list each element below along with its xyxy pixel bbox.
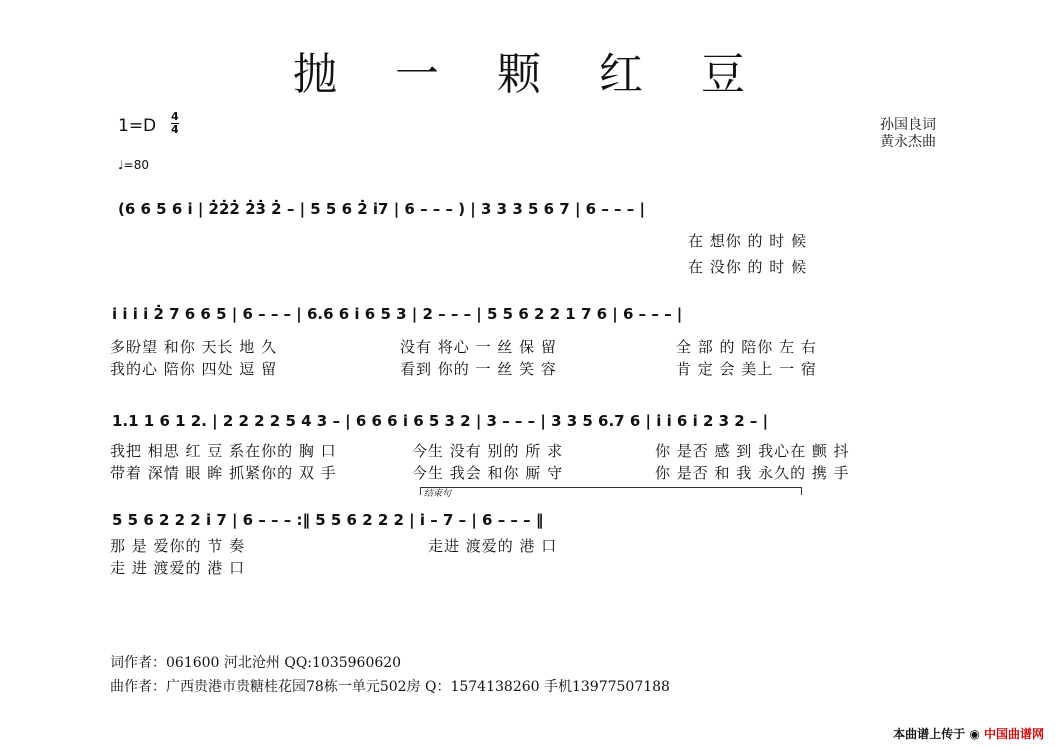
lyrics-line-4-verse-1a: 那 是 爱你的 节 奏 [110, 537, 246, 555]
lyrics-line-4-verse-2a: 走 进 渡爱的 港 口 [110, 559, 246, 577]
lyrics-line-2-verse-2a: 我的心 陪你 四处 逗 留 [110, 360, 278, 378]
lyrics-line-3-verse-2a: 带着 深情 眼 眸 抓紧你的 双 手 [110, 464, 337, 482]
time-signature [171, 111, 179, 136]
lyrics-line-3-verse-1b: 今生 没有 别的 所 求 [412, 442, 564, 460]
lyrics-line-3-verse-2c: 你 是否 和 我 永久的 携 手 [655, 464, 850, 482]
lyricist-contact: 词作者：061600 河北沧州 QQ:1035960620 [110, 655, 402, 671]
notation-line-3: 1.1 1 6 1 2. | 2 2 2 2 5 4 3 – | 6 6 6 i 6 5 3 2 | 3 – – – | 3 3 5 6.7 6 | i i 6 i 2 3 2 – | [112, 412, 769, 430]
time-signature-bottom: 4 [171, 123, 179, 136]
tempo-marking: ♩=80 [118, 158, 149, 172]
ending-bracket [420, 487, 802, 495]
composer-contact: 曲作者：广西贵港市贵糖桂花园78栋一单元502房 Q：1574138260 手机13977507188 [110, 679, 670, 695]
lyrics-line-3-verse-2b: 今生 我会 和你 厮 守 [412, 464, 564, 482]
lyrics-line-4-ending: 走进 渡爱的 港 口 [428, 537, 558, 555]
notation-line-4: 5 5 6 2 2 2 i 7 | 6 – – – :‖ 5 5 6 2 2 2 | i – 7 – | 6 – – – ‖ [112, 511, 544, 529]
lyrics-line-1-verse-1: 在 想你 的 时 候 [688, 232, 808, 250]
key-signature: 1=D [118, 116, 157, 136]
lyrics-line-3-verse-1c: 你 是否 感 到 我心在 颤 抖 [655, 442, 850, 460]
lyrics-line-2-verse-2b: 看到 你的 一 丝 笑 容 [400, 360, 557, 378]
page-title: 抛 一 颗 红 豆 [293, 49, 767, 100]
lyrics-line-2-verse-1a: 多盼望 和你 天长 地 久 [110, 338, 278, 356]
lyrics-line-2-verse-2c: 肯 定 会 美上 一 宿 [676, 360, 817, 378]
site-watermark [893, 725, 1044, 742]
notation-line-1: (6 6 5 6 i | 2̇2̇2̇ 2̇3̇ 2̇ – | 5 5 6 2̇ i7 | 6 – – – ) | 3 3 3 5 6 7 | 6 – – – | [118, 200, 645, 218]
watermark-prefix: 本曲谱上传于 [893, 727, 966, 741]
lyrics-line-2-verse-1c: 全 部 的 陪你 左 右 [676, 338, 817, 356]
watermark-brand: 中国曲谱网 [983, 727, 1044, 741]
ending-label: 结束句 [424, 489, 452, 499]
watermark-logo-icon: ◉ [969, 727, 980, 741]
lyricist-credit: 孙国良词 [880, 117, 936, 133]
time-signature-top: 4 [171, 110, 179, 123]
notation-line-2: i i i i 2̇ 7 6 6 5 | 6 – – – | 6.6 6 i 6 5 3 | 2 – – – | 5 5 6 2 2 1 7 6 | 6 – – – | [112, 305, 683, 323]
lyrics-line-1-verse-2: 在 没你 的 时 候 [688, 258, 808, 276]
lyrics-line-2-verse-1b: 没有 将心 一 丝 保 留 [400, 338, 557, 356]
composer-credit: 黄永杰曲 [880, 134, 936, 150]
lyrics-line-3-verse-1a: 我把 相思 红 豆 系在你的 胸 口 [110, 442, 337, 460]
